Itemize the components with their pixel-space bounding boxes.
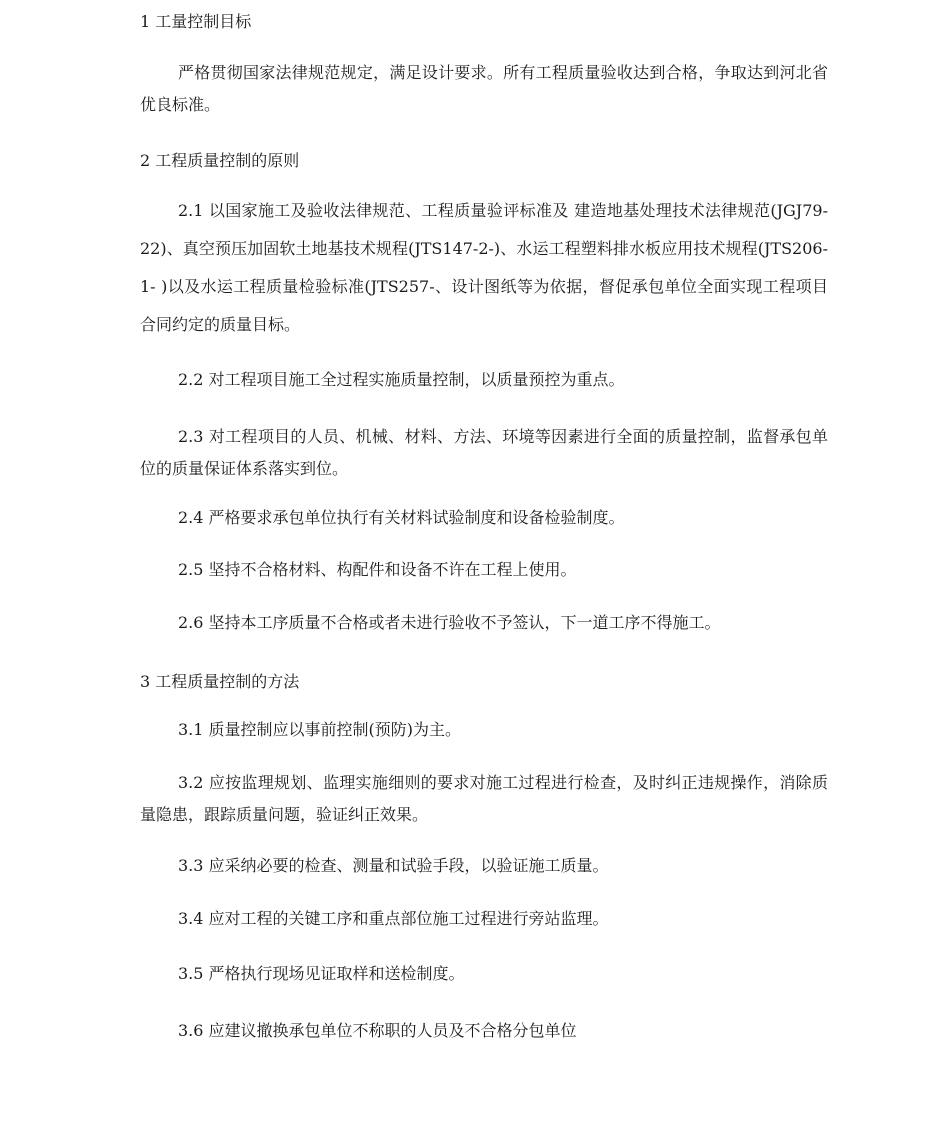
section-2-paragraph-1: 2.1 以国家施工及验收法律规范、工程质量验评标准及 建造地基处理技术法律规范(JGJ79-22)、真空预压加固软土地基技术规程(JTS147-2-)、水运工程塑料排水板应用技术规程(JTS206-1- )以及水运工程质量检验标准(JTS257-、设计图纸等为依据，督促承包单位全面实现工程项目合同约定的质量目标。 (140, 201, 828, 334)
section-2-paragraph-5: 2.5 坚持不合格材料、构配件和设备不许在工程上使用。 (178, 560, 577, 579)
section-2-paragraph-2: 2.2 对工程项目施工全过程实施质量控制，以质量预控为重点。 (178, 370, 625, 389)
section-2-paragraph-6: 2.6 坚持本工序质量不合格或者未进行验收不予签认，下一道工序不得施工。 (178, 613, 721, 632)
section-2-heading: 2 工程质量控制的原则 (140, 151, 300, 170)
section-2-paragraph-4: 2.4 严格要求承包单位执行有关材料试验制度和设备检验制度。 (178, 508, 625, 527)
section-3-paragraph-3: 3.3 应采纳必要的检查、测量和试验手段，以验证施工质量。 (178, 856, 609, 875)
section-3-paragraph-2: 3.2 应按监理规划、监理实施细则的要求对施工过程进行检查，及时纠正违规操作，消除质量隐患，跟踪质量问题，验证纠正效果。 (140, 773, 828, 824)
section-3-paragraph-6: 3.6 应建议撤换承包单位不称职的人员及不合格分包单位 (178, 1021, 577, 1040)
section-3-heading: 3 工程质量控制的方法 (140, 672, 300, 691)
section-3-paragraph-4: 3.4 应对工程的关键工序和重点部位施工过程进行旁站监理。 (178, 909, 609, 928)
section-2-paragraph-3: 2.3 对工程项目的人员、机械、材料、方法、环境等因素进行全面的质量控制，监督承包单位的质量保证体系落实到位。 (140, 427, 828, 478)
section-3-paragraph-5: 3.5 严格执行现场见证取样和送检制度。 (178, 964, 465, 983)
section-1-paragraph-1: 严格贯彻国家法律规范规定，满足设计要求。所有工程质量验收达到合格，争取达到河北省优良标准。 (140, 63, 828, 114)
section-3-paragraph-1: 3.1 质量控制应以事前控制(预防)为主。 (178, 720, 462, 739)
section-1-heading: 1 工量控制目标 (140, 12, 252, 31)
